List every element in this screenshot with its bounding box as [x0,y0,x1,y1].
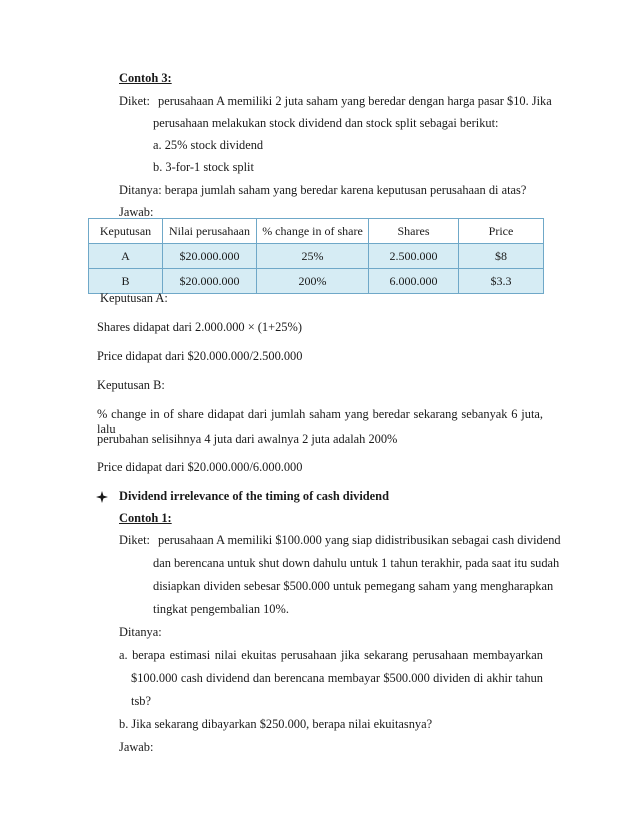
contoh3-jawab: Jawab: [119,205,154,219]
contoh3-item-a: a. 25% stock dividend [153,138,264,152]
column-header: % change in of share [257,219,369,244]
table-cell: 25% [257,244,369,269]
contoh3-diket-line2: perusahaan melakukan stock dividend dan stock split sebagai berikut: [153,116,499,130]
table-cell: $20.000.000 [163,269,257,294]
table-row [89,269,544,294]
table-row [89,244,544,269]
contoh1-qa-line1: a. berapa estimasi nilai ekuitas perusahaan jika sekarang perusahaan membayarkan [119,648,543,662]
contoh3-diket-label: Diket: [119,94,150,108]
contoh1-diket-line2: dan berencana untuk shut down dahulu untuk 1 tahun terakhir, pada saat itu sudah [153,556,560,570]
table-cell: 6.000.000 [369,269,459,294]
column-header: Keputusan [89,219,163,244]
table-cell: A [89,244,163,269]
contoh1-jawab: Jawab: [119,740,154,754]
table-cell: $8 [459,244,544,269]
column-header: Price [459,219,544,244]
column-header: Nilai perusahaan [163,219,257,244]
contoh1-ditanya: Ditanya: [119,625,162,639]
column-header: Shares [369,219,459,244]
table-header-row [89,219,544,244]
price-a-text: Price didapat dari $20.000.000/2.500.000 [97,349,303,363]
keputusan-a-label: Keputusan A: [100,291,168,305]
contoh3-title: Contoh 3: [119,71,172,85]
contoh1-diket-line1: perusahaan A memiliki $100.000 yang siap didistribusikan sebagai cash dividend [158,533,561,547]
contoh1-diket-label: Diket: [119,533,150,547]
contoh3-item-b: b. 3-for-1 stock split [153,160,254,174]
contoh1-diket-line4: tingkat pengembalian 10%. [153,602,289,616]
table-cell: 2.500.000 [369,244,459,269]
contoh1-diket-line3: disiapkan dividen sebesar $500.000 untuk pemegang saham yang mengharapkan [153,579,554,593]
diamond-bullet-icon [96,491,108,503]
price-b-text: Price didapat dari $20.000.000/6.000.000 [97,460,303,474]
table-cell: $3.3 [459,269,544,294]
table-cell: 200% [257,269,369,294]
shares-a-text: Shares didapat dari 2.000.000 × (1+25%) [97,320,302,334]
contoh3-ditanya: Ditanya: berapa jumlah saham yang beredar karena keputusan perusahaan di atas? [119,183,527,197]
change-b-line2: perubahan selisihnya 4 juta dari awalnya 2 juta adalah 200% [97,432,398,446]
contoh1-qa-line3: tsb? [131,694,151,708]
section-heading: Dividend irrelevance of the timing of cash dividend [119,489,389,503]
table-cell: B [89,269,163,294]
data-table [88,218,544,294]
table-cell: $20.000.000 [163,244,257,269]
contoh3-diket-line1: perusahaan A memiliki 2 juta saham yang beredar dengan harga pasar $10. Jika [158,94,552,108]
contoh1-title: Contoh 1: [119,511,172,525]
keputusan-b-label: Keputusan B: [97,378,165,392]
change-b-line1: % change in of share didapat dari jumlah saham yang beredar sekarang sebanyak 6 juta, lalu [97,407,543,436]
contoh1-qb: b. Jika sekarang dibayarkan $250.000, berapa nilai ekuitasnya? [119,717,433,731]
contoh1-qa-line2: $100.000 cash dividend dan berencana membayar $500.000 dividen di akhir tahun [131,671,543,685]
